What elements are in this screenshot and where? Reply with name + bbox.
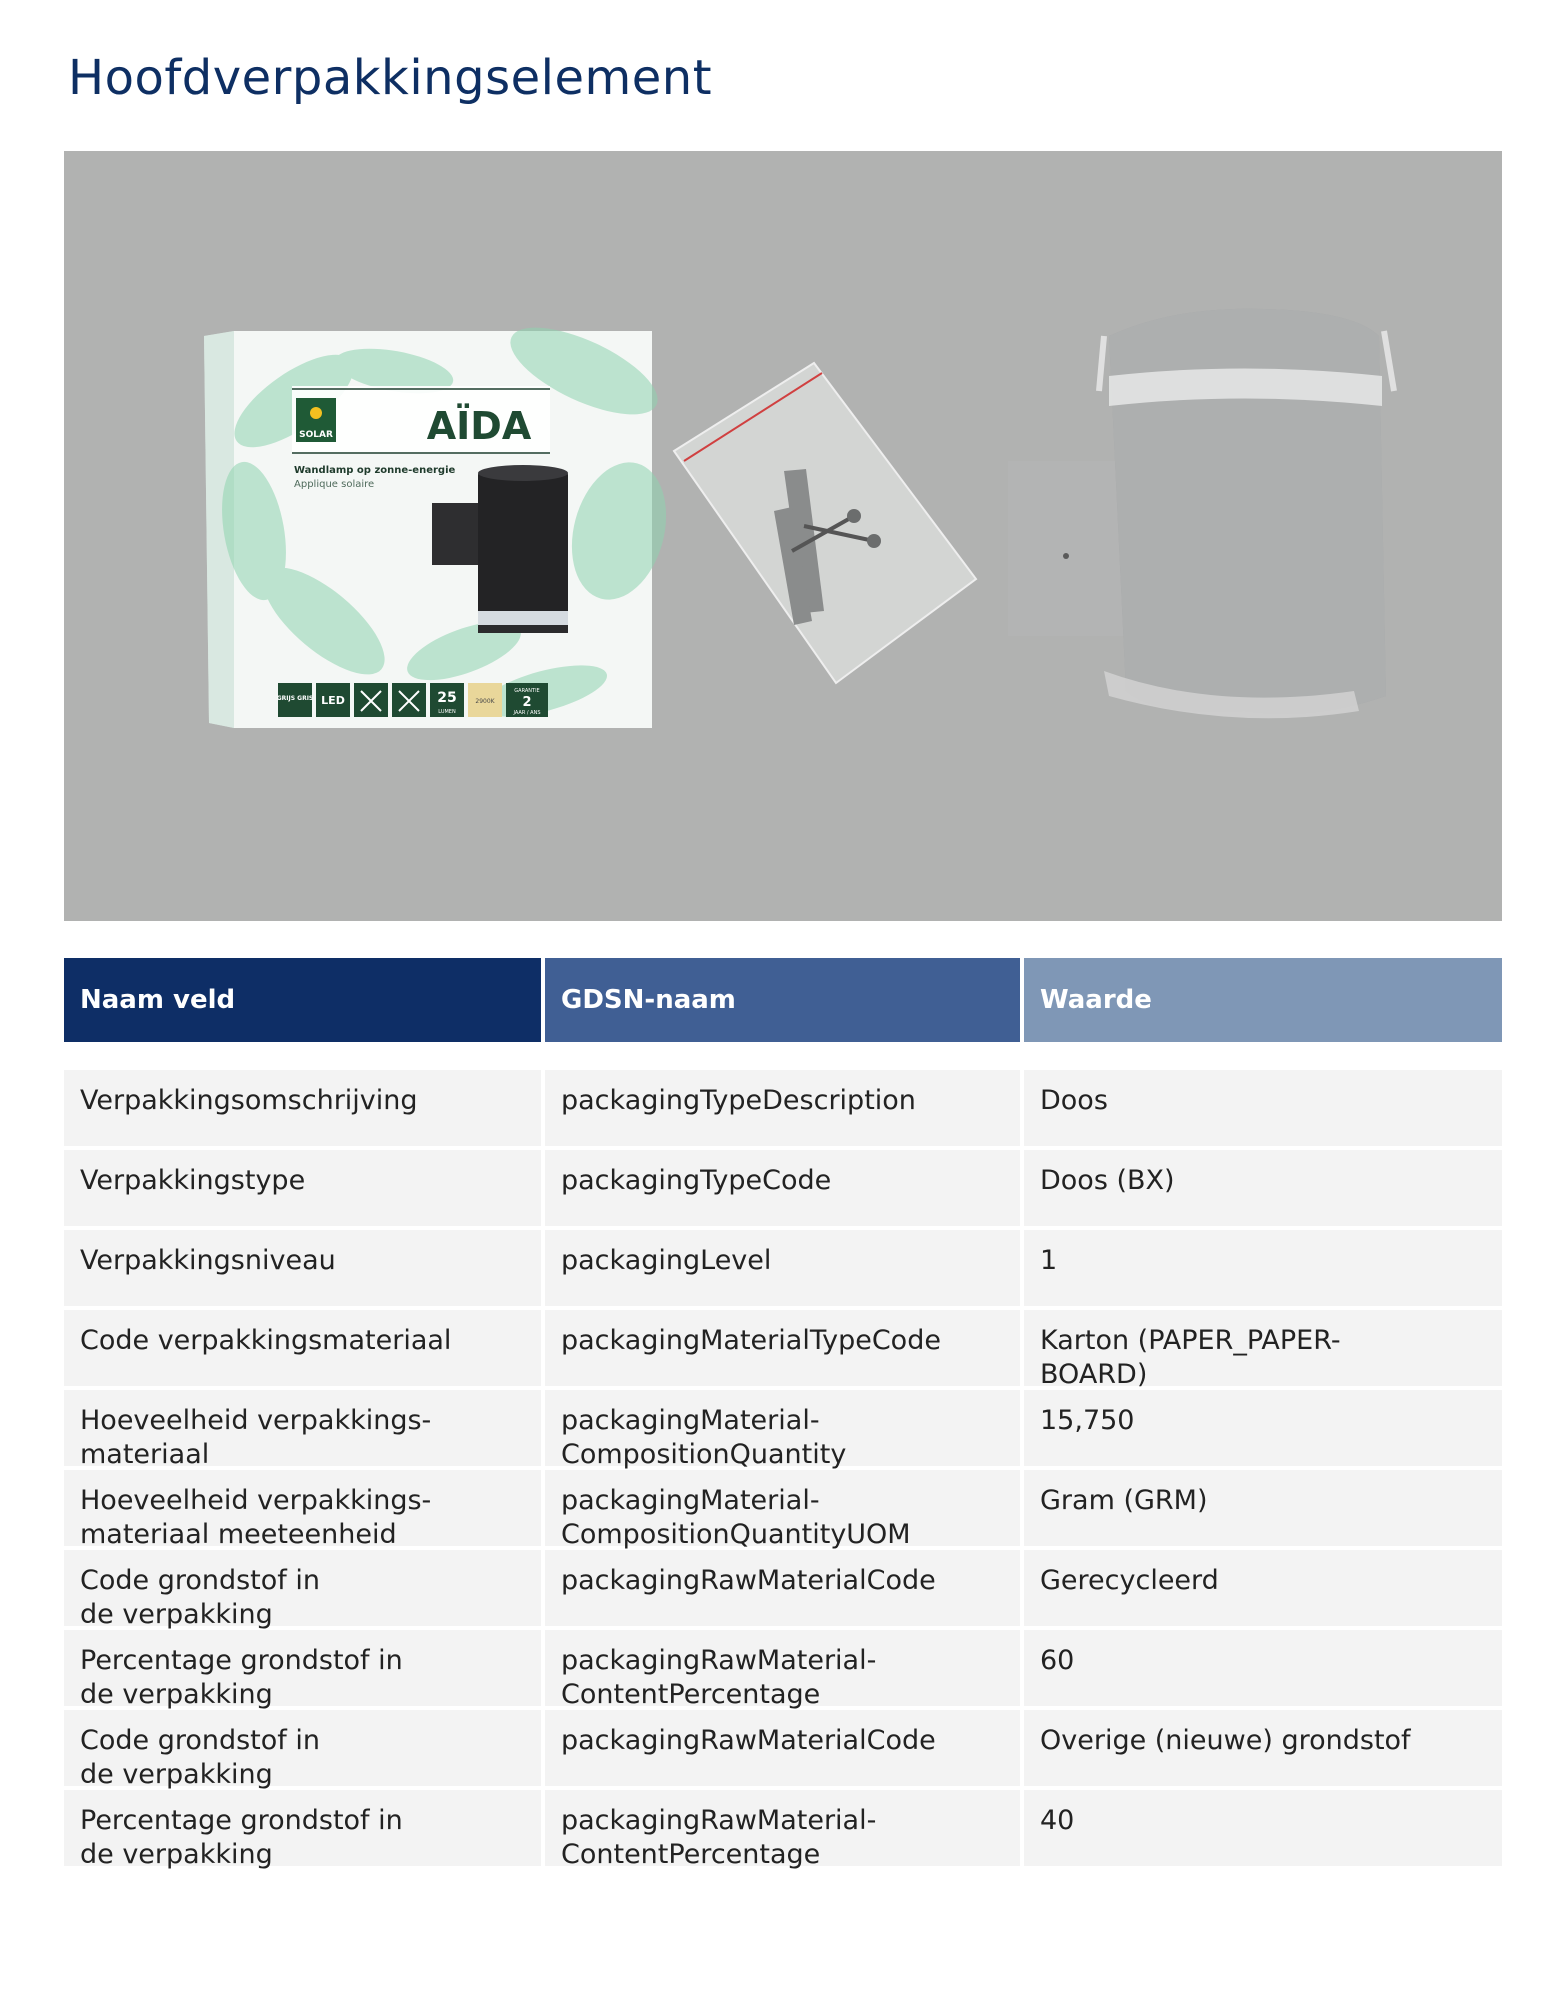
- badge-grijs: GRIJS GRIS: [276, 695, 314, 702]
- table-row: [64, 1390, 1502, 1470]
- cell-naam-veld: Code grondstof in de verpakking: [64, 1550, 541, 1626]
- cell-naam-veld: Verpakkingstype: [64, 1150, 541, 1226]
- cell-gdsn-naam: packagingRawMaterial- ContentPercentage: [545, 1790, 1020, 1866]
- cell-gdsn-naam: packagingMaterial- CompositionQuantityUOM: [545, 1470, 1020, 1546]
- badge-jaar: JAAR / ANS: [513, 710, 541, 716]
- cell-waarde: 60: [1024, 1630, 1502, 1706]
- table-body: [64, 1070, 1502, 1870]
- box-logo-text: SOLAR: [299, 430, 333, 440]
- cell-gdsn-naam: packagingRawMaterial- ContentPercentage: [545, 1630, 1020, 1706]
- cell-waarde: 1: [1024, 1230, 1502, 1306]
- header-naam-veld: Naam veld: [64, 958, 541, 1042]
- cell-naam-veld: Hoeveelheid verpakkings- materiaal meeteenheid: [64, 1470, 541, 1546]
- badge-kelvin: 2900K: [475, 698, 495, 705]
- cell-naam-veld: Percentage grondstof in de verpakking: [64, 1790, 541, 1866]
- wrapped-lamp-illustration: [1008, 309, 1394, 719]
- table-header-row: [64, 958, 1502, 1042]
- cell-gdsn-naam: packagingTypeDescription: [545, 1070, 1020, 1146]
- packaging-table: [64, 958, 1502, 1870]
- cell-naam-veld: Code grondstof in de verpakking: [64, 1710, 541, 1786]
- badge-lumen-label: LUMEN: [438, 709, 456, 715]
- table-row: [64, 1150, 1502, 1226]
- box-brand-text: AÏDA: [426, 404, 532, 448]
- screw-bag-illustration: [674, 363, 976, 683]
- header-gdsn-naam: GDSN-naam: [545, 958, 1020, 1042]
- badge-led: LED: [321, 694, 345, 707]
- cell-waarde: 15,750: [1024, 1390, 1502, 1466]
- cell-gdsn-naam: packagingRawMaterialCode: [545, 1710, 1020, 1786]
- cell-gdsn-naam: packagingTypeCode: [545, 1150, 1020, 1226]
- cell-gdsn-naam: packagingRawMaterialCode: [545, 1550, 1020, 1626]
- cell-naam-veld: Hoeveelheid verpakkings- materiaal: [64, 1390, 541, 1466]
- badge-lumen-value: 25: [437, 690, 457, 706]
- page-title: Hoofdverpakkingselement: [68, 50, 713, 106]
- cell-waarde: Karton (PAPER_PAPER- BOARD): [1024, 1310, 1502, 1386]
- cell-gdsn-naam: packagingLevel: [545, 1230, 1020, 1306]
- cell-gdsn-naam: packagingMaterialTypeCode: [545, 1310, 1020, 1386]
- badge-garantie: GARANTIE: [514, 688, 540, 694]
- table-row: [64, 1550, 1502, 1630]
- badge-years: 2: [522, 695, 532, 710]
- product-packaging-photo: [64, 151, 1502, 921]
- cell-naam-veld: Verpakkingsniveau: [64, 1230, 541, 1306]
- cell-naam-veld: Percentage grondstof in de verpakking: [64, 1630, 541, 1706]
- table-row: [64, 1310, 1502, 1390]
- cell-waarde: Gram (GRM): [1024, 1470, 1502, 1546]
- product-box-illustration: [204, 310, 681, 728]
- cell-waarde: Doos (BX): [1024, 1150, 1502, 1226]
- cell-naam-veld: Verpakkingsomschrijving: [64, 1070, 541, 1146]
- table-row: [64, 1790, 1502, 1870]
- table-row: [64, 1230, 1502, 1306]
- table-row: [64, 1630, 1502, 1710]
- table-row: [64, 1710, 1502, 1790]
- cell-waarde: Doos: [1024, 1070, 1502, 1146]
- header-waarde: Waarde: [1024, 958, 1502, 1042]
- cell-waarde: Overige (nieuwe) grondstof: [1024, 1710, 1502, 1786]
- box-subtitle-fr: Applique solaire: [294, 479, 375, 490]
- cell-waarde: 40: [1024, 1790, 1502, 1866]
- table-row: [64, 1070, 1502, 1146]
- box-subtitle-nl: Wandlamp op zonne-energie: [294, 465, 456, 476]
- cell-waarde: Gerecycleerd: [1024, 1550, 1502, 1626]
- table-row: [64, 1470, 1502, 1550]
- cell-naam-veld: Code verpakkingsmateriaal: [64, 1310, 541, 1386]
- cell-gdsn-naam: packagingMaterial- CompositionQuantity: [545, 1390, 1020, 1466]
